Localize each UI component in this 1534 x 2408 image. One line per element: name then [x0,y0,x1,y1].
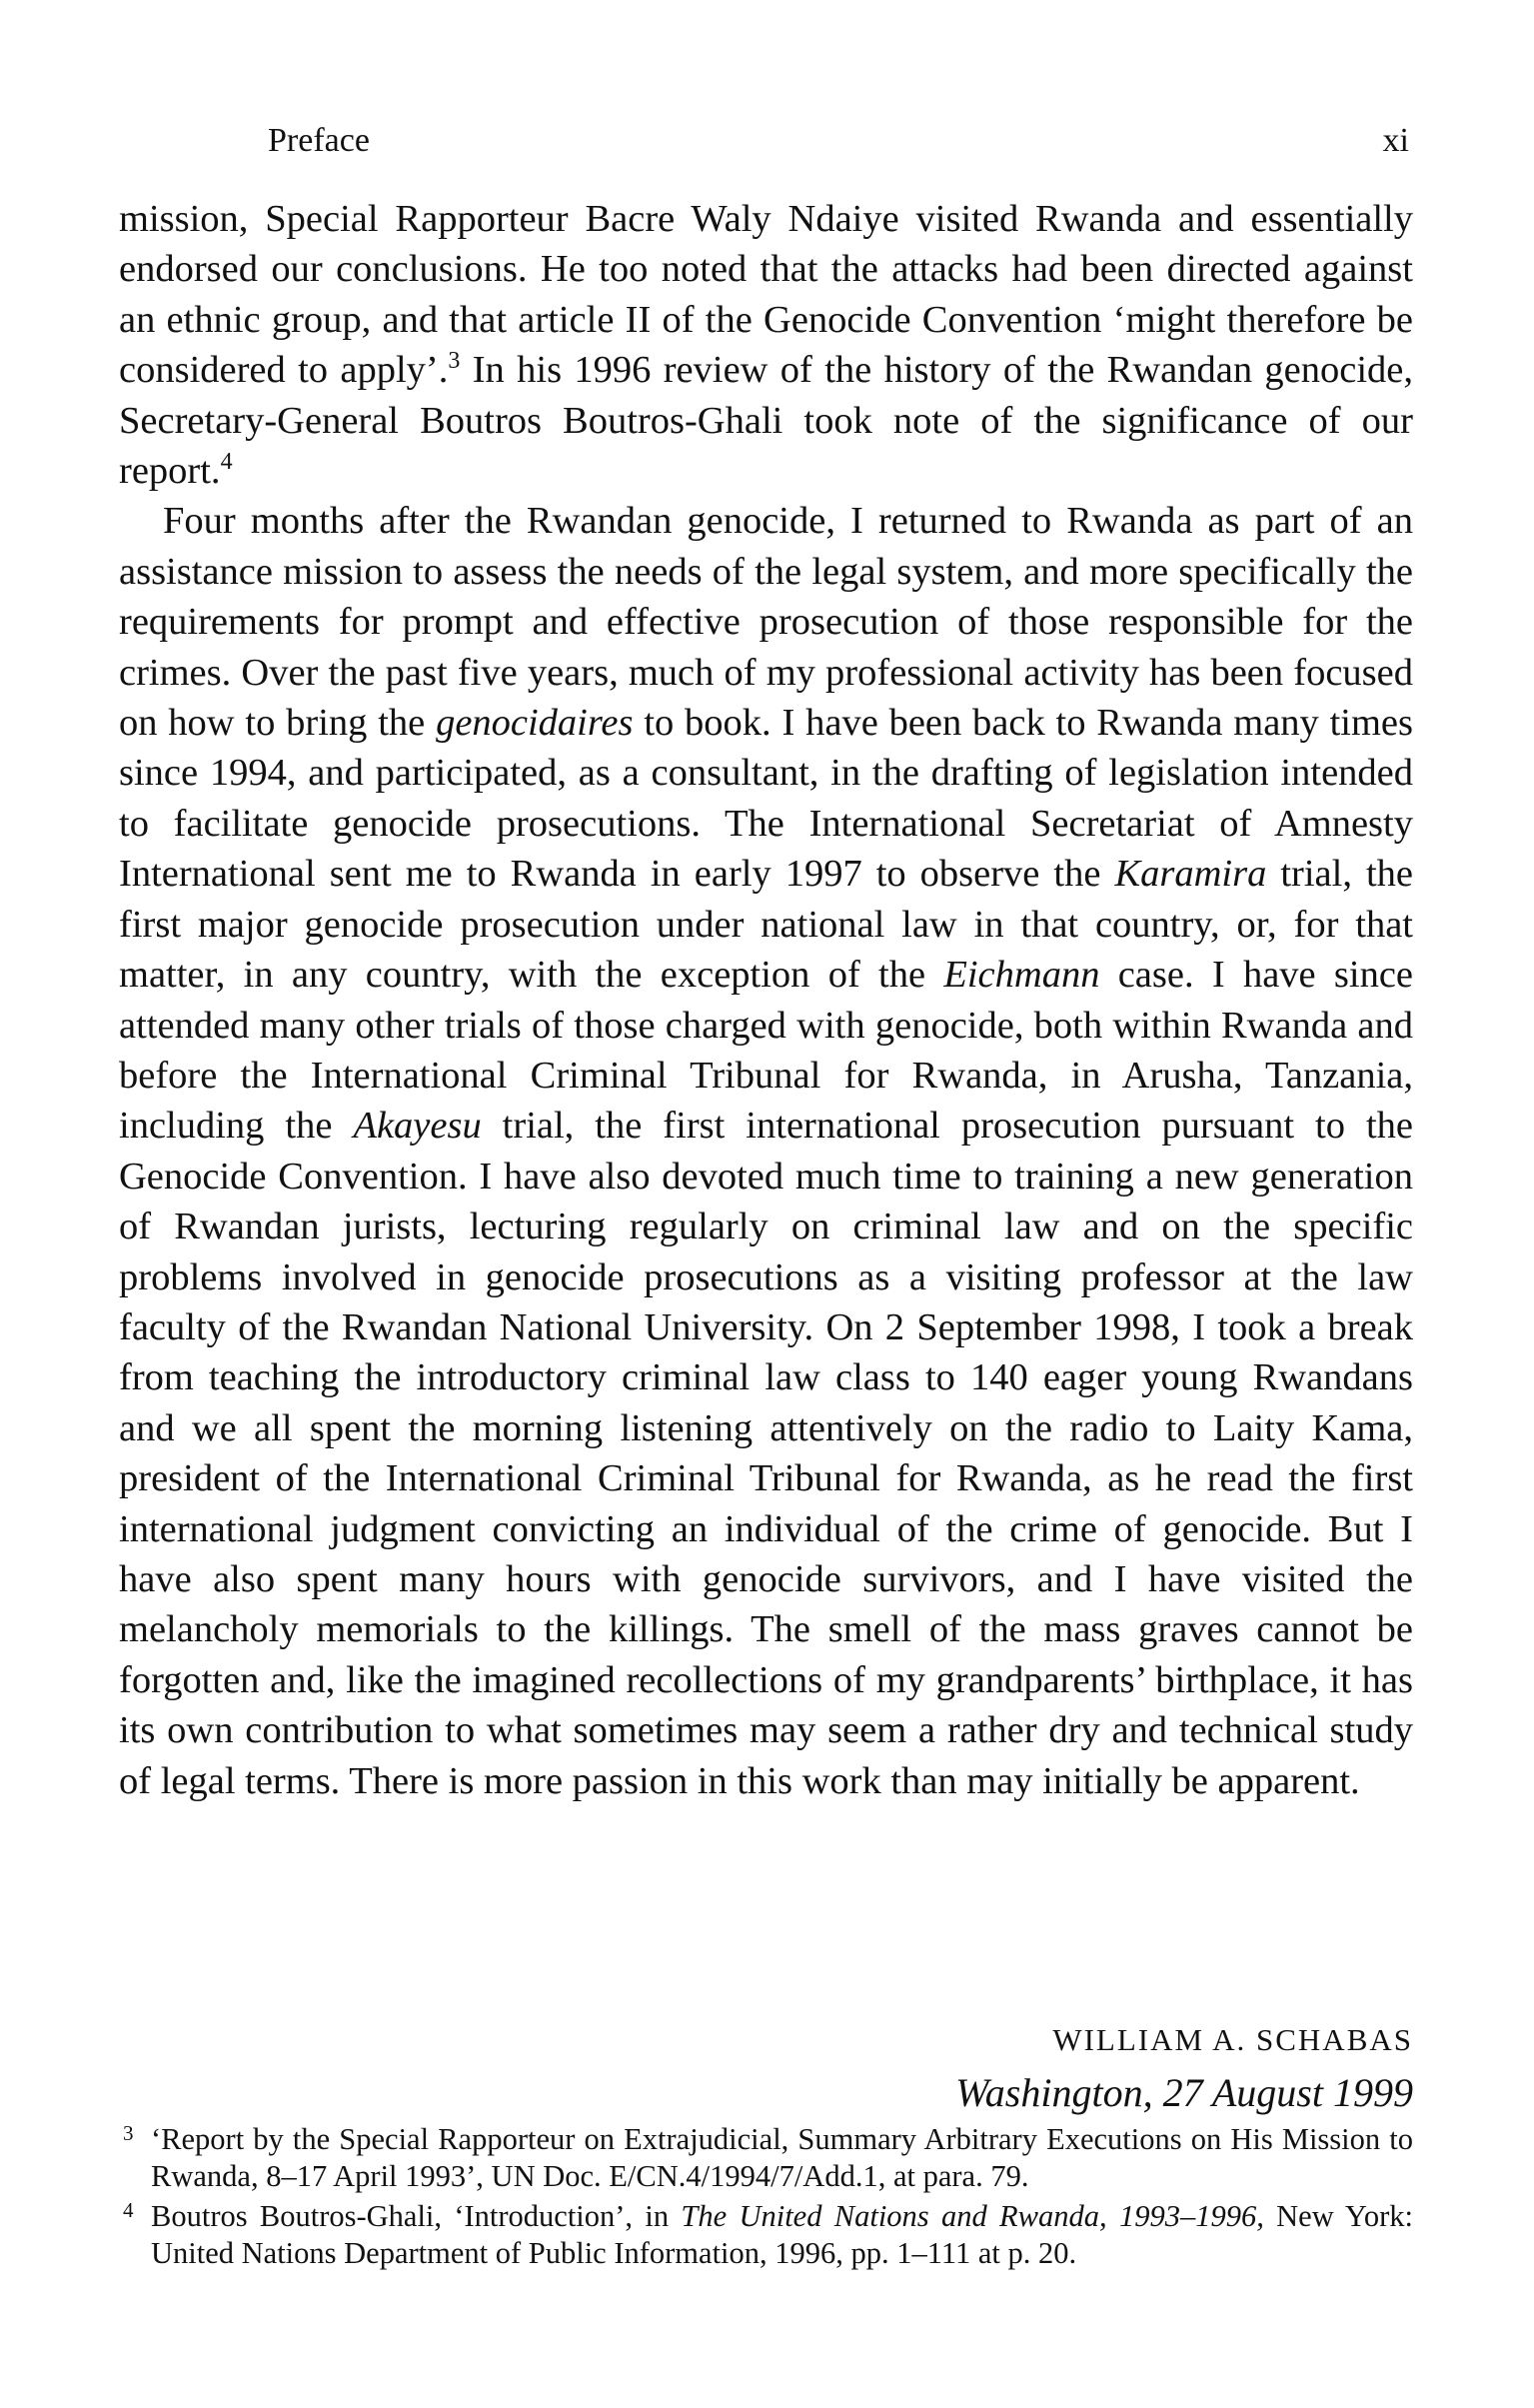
italic-case-name: Eichmann [943,954,1100,997]
running-head: Preface [268,122,370,159]
paragraph-2 [119,496,1413,1806]
footnote-4 [123,2198,1414,2272]
footnote-3 [123,2121,1413,2195]
text-run: trial, the first international prosecution pursuant to the Genocide Convention. I have also devoted much time to training a new generation of Rwandan jurists, lecturing regularly on criminal law and on the specific problems involved in genocide prosecutions as a visiting professor at the law faculty of the Rwandan National University. On 2 September 1998, I took a break from teaching the introductory criminal law class to 140 eager young Rwandans and we all spent the morning listening attentively on the radio to Laity Kama, president of the International Criminal Tribunal for Rwanda, as he read the first international judgment convicting an individual of the crime of genocide. But I have also spent many hours with genocide survivors, and I have visited the melancholy memorials to the killings. The smell of the mass graves cannot be forgotten and, like the imagined recollections of my grandparents’ birthplace, it has its own contribution to what sometimes may seem a rather dry and technical study of legal terms. There is more passion in this work than may initially be apparent. [119,1105,1414,1802]
body-text [119,194,1413,1806]
italic-case-name: Akayesu [353,1105,482,1148]
footnote-ref-4: 4 [220,449,233,476]
footnote-text: ‘Report by the Special Rapporteur on Extrajudicial, Summary Arbitrary Executions on His Mission to Rwanda, 8–17 April 1993’, UN Doc. E/CN.4/1994/7/Add.1, at para. 79. [151,2122,1413,2193]
text-run: trial, the first major genocide prosecution under national law in that country, or, for that matter, in any country, with the exception of the [119,853,1413,997]
text-run: Four months after the Rwandan genocide, I returned to Rwanda as part of an assistance mission to assess the needs of the legal system, and more specifically the requirements for prompt and effective prosecution of those responsible for the crimes. Over the past five years, much of my professional activity has been focused on how to bring the [119,500,1413,745]
text-run: case. I have since attended many other trials of those charged with genocide, both within Rwanda and before the International Criminal Tribunal for Rwanda, in Arusha, Tanzania, including the [119,954,1413,1148]
text-run: to book. I have been back to Rwanda many times since 1994, and participated, as a consultant, in the drafting of legislation intended to facilitate genocide prosecutions. The International Secretariat of Amnesty International sent me to Rwanda in early 1997 to observe the [119,702,1413,896]
footnotes [123,2121,1414,2272]
page-header [268,118,1409,164]
footnote-number: 3 [123,2121,134,2145]
footnote-ref-3: 3 [448,348,461,375]
footnote-text: Boutros Boutros-Ghali, ‘Introduction’, in [151,2199,682,2233]
italic-case-name: Karamira [1114,853,1267,896]
paragraph-1 [119,194,1413,496]
italic-term: genocidaires [436,702,634,745]
footnote-text: New York: United Nations Department of Public Information, 1996, pp. 1–111 at p. 20. [151,2199,1414,2270]
text-run: mission, Special Rapporteur Bacre Waly Ndaiye visited Rwanda and essentially endorsed our conclusions. He too noted that the attacks had been directed against an ethnic group, and that article II of the Genocide Convention ‘might therefore be considered to apply’. [119,198,1413,392]
place-and-date: Washington, 27 August 1999 [955,2070,1413,2115]
footnote-italic-title: The United Nations and Rwanda, 1993–1996, [681,2199,1264,2233]
text-run: In his 1996 review of the history of the Rwandan genocide, Secretary-General Boutros Boutros-Ghali took note of the significance of our report. [119,349,1413,493]
page-number: xi [1382,122,1409,159]
author-name: WILLIAM A. SCHABAS [1052,2022,1413,2057]
footnote-number: 4 [123,2198,134,2222]
signature-block [955,2019,1413,2121]
